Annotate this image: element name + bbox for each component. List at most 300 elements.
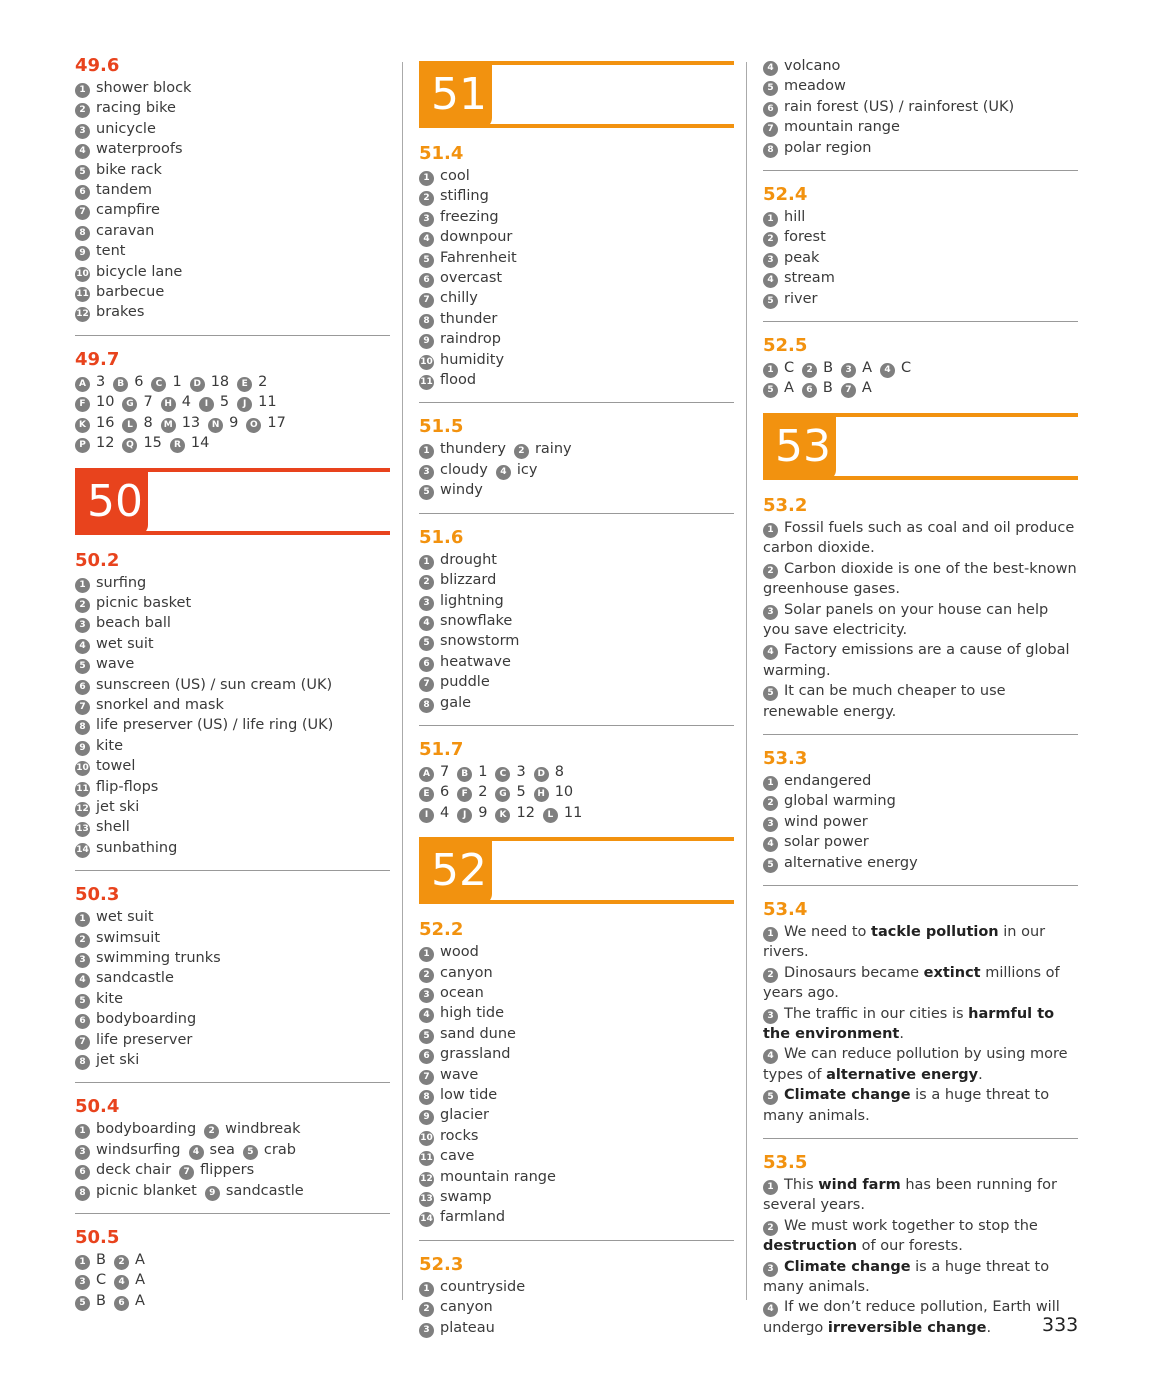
answer-item (419, 370, 734, 390)
number-badge: 6 (802, 383, 817, 398)
number-badge: 12 (75, 802, 90, 817)
answer-pair (237, 394, 276, 410)
section-53-2 (763, 496, 1078, 722)
section-title: 51.7 (419, 738, 464, 760)
number-badge: 2 (75, 103, 90, 118)
answer-item (75, 989, 390, 1009)
answer-text: kite (96, 737, 124, 754)
answer-text: cloudy (440, 461, 488, 478)
number-badge: 2 (419, 575, 434, 590)
section-51-5 (419, 417, 734, 500)
divider (763, 321, 1078, 322)
key-phrase: Climate change (784, 1258, 911, 1275)
answer-text: in our rivers. (763, 923, 1046, 961)
answer-text: low tide (440, 1087, 498, 1103)
answer-row (763, 378, 1078, 398)
answer-text: plateau (440, 1319, 495, 1336)
number-badge: 7 (841, 383, 856, 398)
number-badge: 3 (419, 465, 434, 480)
answer-item (763, 268, 1078, 288)
number-badge: 4 (763, 837, 778, 852)
answer-text: B (822, 380, 833, 397)
number-badge: 4 (763, 61, 778, 76)
answer-text: humidity (440, 351, 505, 368)
answer-item (763, 681, 1078, 722)
number-badge: 7 (763, 122, 778, 137)
answer-pair (75, 1142, 181, 1158)
answer-item (763, 1297, 1078, 1338)
number-badge: G (122, 397, 137, 412)
answer-text: swamp (440, 1189, 492, 1206)
answer-text: alternative energy (784, 854, 918, 871)
number-badge: 1 (419, 1282, 434, 1297)
column-1 (75, 56, 390, 1311)
answer-item (419, 1146, 734, 1166)
answer-text: of our forests. (857, 1238, 963, 1255)
answer-pair (880, 360, 911, 376)
answer-text: life preserver (US) / life ring (UK) (96, 717, 334, 734)
number-badge: 1 (419, 171, 434, 186)
unit-51-header (419, 61, 734, 136)
answer-item (75, 695, 390, 715)
answer-item (75, 221, 390, 241)
answer-item (75, 262, 390, 282)
answer-text: bodyboarding (96, 1011, 197, 1028)
unit-50-header (75, 468, 390, 543)
number-badge: 5 (75, 659, 90, 674)
answer-pair (419, 784, 449, 800)
divider (419, 402, 734, 403)
number-badge: 6 (419, 273, 434, 288)
answer-item (419, 631, 734, 651)
answer-text: B (823, 360, 834, 377)
number-badge: J (457, 808, 472, 823)
number-badge: 3 (763, 253, 778, 268)
number-badge: 14 (75, 843, 90, 858)
number-badge: I (419, 808, 434, 823)
answer-text: hill (784, 209, 806, 226)
number-badge: 3 (763, 817, 778, 832)
answer-item (419, 570, 734, 590)
answer-row (419, 439, 734, 459)
answer-text: Solar panels on your house can help you save electricity. (763, 601, 1049, 638)
answer-text: wet suit (96, 909, 154, 926)
answer-pair (841, 360, 872, 376)
section-52-2 (419, 920, 734, 1228)
answer-row (419, 762, 734, 782)
answer-row (75, 433, 390, 453)
answer-text: has been running for several years. (763, 1177, 1057, 1214)
answer-text: grassland (440, 1046, 511, 1063)
number-badge: 1 (763, 927, 778, 942)
number-badge: 2 (802, 363, 817, 378)
answer-text: 3 (516, 763, 526, 780)
divider (419, 513, 734, 514)
section-51-7 (419, 740, 734, 823)
answer-text: campfire (96, 202, 160, 219)
answer-text: beach ball (96, 615, 171, 632)
answer-item (419, 309, 734, 329)
answer-text: shell (96, 819, 130, 836)
unit-number: 52 (419, 837, 492, 904)
number-badge: 10 (419, 355, 434, 370)
answer-pair (457, 784, 487, 800)
answer-item (763, 248, 1078, 268)
answer-item (763, 1175, 1078, 1216)
answer-item (419, 550, 734, 570)
answer-item (763, 76, 1078, 96)
answer-item (419, 186, 734, 206)
number-badge: 5 (75, 994, 90, 1009)
answer-pair (802, 360, 833, 376)
answer-text: solar power (784, 834, 869, 851)
answer-text: icy (516, 461, 538, 478)
number-badge: 8 (763, 143, 778, 158)
answer-item (75, 573, 390, 593)
number-badge: 6 (75, 1014, 90, 1029)
section-52-5 (763, 336, 1078, 399)
answer-pair (204, 1121, 300, 1137)
answer-text: chilly (440, 290, 478, 307)
section-title: 49.7 (75, 348, 120, 370)
answer-item (419, 1003, 734, 1023)
answer-text: lightning (440, 592, 504, 609)
answer-item (75, 98, 390, 118)
answer-item (75, 907, 390, 927)
number-badge: 2 (75, 933, 90, 948)
answer-pair (122, 415, 152, 431)
key-phrase: tackle pollution (871, 923, 999, 940)
answer-text: mountain range (784, 119, 900, 136)
answer-text: Fahrenheit (440, 249, 517, 266)
answer-text: ocean (440, 984, 484, 1001)
answer-text: 3 (96, 373, 106, 390)
answer-item (75, 928, 390, 948)
number-badge: 1 (763, 776, 778, 791)
page-number: 333 (1042, 1314, 1079, 1336)
answer-item (763, 97, 1078, 117)
number-badge: 4 (763, 645, 778, 660)
answer-text: crab (263, 1141, 296, 1158)
answer-text: The traffic in our cities is (784, 1005, 969, 1022)
answer-item (763, 518, 1078, 559)
answer-item (763, 1044, 1078, 1085)
number-badge: 1 (75, 578, 90, 593)
answer-item (419, 350, 734, 370)
answer-text: jet ski (96, 1052, 140, 1069)
section-title: 51.4 (419, 143, 464, 164)
number-badge: 11 (75, 782, 90, 797)
answer-text: 6 (134, 373, 144, 390)
number-badge: C (151, 377, 166, 392)
number-badge: 1 (75, 912, 90, 927)
answer-text: 5 (516, 784, 526, 801)
number-badge: 4 (114, 1275, 129, 1290)
answer-text: wind power (784, 813, 868, 830)
number-badge: G (495, 787, 510, 802)
number-badge: 2 (419, 968, 434, 983)
answer-text: This (784, 1177, 819, 1194)
number-badge: 7 (419, 1070, 434, 1085)
number-badge: 10 (75, 761, 90, 776)
number-badge: 5 (763, 294, 778, 309)
number-badge: 3 (763, 1009, 778, 1024)
section-title: 50.4 (75, 1096, 120, 1118)
number-badge: 4 (763, 273, 778, 288)
column-3 (763, 56, 1078, 1338)
number-badge: R (170, 438, 185, 453)
answer-text: downpour (440, 229, 513, 246)
answer-text: 6 (440, 784, 450, 801)
answer-pair (151, 374, 181, 390)
answer-text: Fossil fuels such as coal and oil produce carbon dioxide. (763, 519, 1075, 557)
unit-52-header (419, 837, 734, 912)
answer-pair (75, 435, 114, 451)
answer-item (763, 56, 1078, 76)
number-badge: 4 (419, 1008, 434, 1023)
answer-text: A (784, 380, 794, 397)
number-badge: 2 (419, 1302, 434, 1317)
number-badge: 7 (419, 293, 434, 308)
answer-pair (495, 805, 534, 821)
section-title: 53.3 (763, 747, 808, 769)
answer-text: barbecue (96, 284, 165, 301)
section-51-6 (419, 528, 734, 713)
number-badge: B (113, 377, 128, 392)
unit-53-header (763, 413, 1078, 488)
answer-text: thundery (440, 441, 506, 458)
answer-pair (496, 462, 538, 478)
answer-row (75, 372, 390, 392)
section-52-3 (419, 1255, 734, 1338)
key-phrase: Climate change (784, 1087, 911, 1104)
number-badge: 4 (763, 1302, 778, 1317)
number-badge: 1 (75, 83, 90, 98)
answer-item (763, 640, 1078, 681)
number-badge: 1 (75, 1124, 90, 1139)
answer-text: A (861, 380, 872, 397)
answer-pair (199, 394, 229, 410)
number-badge: B (457, 767, 472, 782)
answer-text: 8 (143, 414, 153, 431)
answer-item (419, 611, 734, 631)
answer-text: unicycle (96, 120, 156, 137)
unit-number: 53 (763, 413, 836, 480)
number-badge: 8 (419, 314, 434, 329)
section-title: 52.3 (419, 1253, 464, 1275)
number-badge: P (75, 438, 90, 453)
number-badge: 6 (114, 1296, 129, 1311)
section-49-6 (75, 56, 390, 323)
answer-pair (495, 764, 525, 780)
answer-text: A (135, 1272, 146, 1289)
answer-item (75, 78, 390, 98)
answer-item (763, 922, 1078, 963)
number-badge: F (75, 397, 90, 412)
answer-item (75, 139, 390, 159)
number-badge: 5 (763, 383, 778, 398)
answer-text: snorkel and mask (96, 696, 224, 713)
number-badge: 5 (763, 1090, 778, 1105)
answer-pair (190, 374, 229, 390)
section-title: 50.5 (75, 1227, 120, 1249)
answer-text: drought (440, 551, 497, 568)
answer-text: We must work together to stop the (784, 1217, 1038, 1234)
answer-pair (457, 805, 487, 821)
answer-item (75, 838, 390, 858)
number-badge: 2 (763, 232, 778, 247)
key-phrase: wind farm (818, 1177, 901, 1194)
answer-pair (534, 764, 564, 780)
answer-text: countryside (440, 1278, 526, 1295)
number-badge: 6 (763, 102, 778, 117)
answer-text: heatwave (440, 653, 511, 670)
answer-pair (419, 482, 483, 498)
section-title: 52.4 (763, 184, 808, 206)
answer-text: peak (784, 249, 820, 266)
answer-item (419, 1277, 734, 1297)
answer-item (763, 600, 1078, 641)
answer-pair (75, 415, 114, 431)
answer-pair (514, 441, 572, 457)
section-50-3 (75, 885, 390, 1070)
answer-pair (419, 764, 449, 780)
number-badge: 1 (419, 555, 434, 570)
answer-text: snowstorm (440, 633, 520, 650)
answer-text: canyon (440, 964, 493, 981)
answer-text: wet suit (96, 635, 154, 652)
section-51-4 (419, 144, 734, 390)
number-badge: 6 (419, 1049, 434, 1064)
answer-pair (179, 1162, 254, 1178)
section-49-7 (75, 350, 390, 454)
answer-text: canyon (440, 1299, 493, 1316)
number-badge: 3 (75, 953, 90, 968)
answer-item (419, 942, 734, 962)
answer-pair (457, 764, 487, 780)
answer-item (419, 1187, 734, 1207)
answer-item (763, 1085, 1078, 1126)
answer-text: sandcastle (96, 970, 174, 987)
answer-pair (205, 1183, 304, 1199)
answer-row (419, 782, 734, 802)
number-badge: 2 (514, 444, 529, 459)
number-badge: 3 (763, 605, 778, 620)
section-52-3-continued (763, 56, 1078, 158)
number-badge: 4 (419, 616, 434, 631)
answer-item (419, 1044, 734, 1064)
answer-row (419, 460, 734, 480)
answer-text: 8 (554, 763, 564, 780)
divider (763, 170, 1078, 171)
answer-pair (122, 435, 161, 451)
answer-text: bodyboarding (96, 1121, 197, 1138)
number-badge: 5 (763, 81, 778, 96)
divider (419, 725, 734, 726)
answer-text: river (784, 290, 818, 307)
answer-item (75, 282, 390, 302)
answer-text: stifling (440, 188, 489, 205)
answer-item (419, 166, 734, 186)
number-badge: 4 (763, 1049, 778, 1064)
answer-text: We need to (784, 923, 872, 940)
answer-text: puddle (440, 674, 490, 691)
number-badge: 2 (114, 1255, 129, 1270)
answer-pair (75, 1252, 106, 1268)
section-title: 50.3 (75, 884, 120, 906)
section-52-4 (763, 185, 1078, 309)
divider (75, 1082, 390, 1083)
divider (763, 1138, 1078, 1139)
answer-row (75, 1119, 390, 1139)
answer-text: polar region (784, 139, 872, 156)
answer-item (763, 138, 1078, 158)
answer-text: rainy (534, 441, 572, 458)
number-badge: 3 (419, 1323, 434, 1338)
number-badge: 9 (419, 334, 434, 349)
answer-text: A (134, 1252, 145, 1269)
answer-item (419, 693, 734, 713)
answer-item (419, 1167, 734, 1187)
number-badge: A (75, 377, 90, 392)
answer-item (419, 1105, 734, 1125)
number-badge: 12 (419, 1172, 434, 1187)
answer-text: windsurfing (96, 1141, 181, 1158)
answer-item (763, 227, 1078, 247)
answer-text: shower block (96, 80, 192, 96)
number-badge: 5 (763, 686, 778, 701)
answer-text: jet ski (96, 798, 140, 815)
answer-pair (246, 415, 285, 431)
number-badge: 3 (841, 363, 856, 378)
number-badge: 7 (75, 700, 90, 715)
number-badge: 4 (496, 465, 511, 480)
answer-pair (170, 435, 209, 451)
answer-text: kite (96, 990, 124, 1007)
answer-text: high tide (440, 1005, 505, 1022)
answer-row (75, 413, 390, 433)
answer-text: Carbon dioxide is one of the best-known greenhouse gases. (763, 560, 1077, 598)
number-badge: L (122, 418, 137, 433)
number-badge: 9 (75, 741, 90, 756)
number-badge: N (208, 418, 223, 433)
number-badge: O (246, 418, 261, 433)
answer-pair (419, 462, 488, 478)
answer-text: surfing (96, 574, 147, 591)
number-badge: 6 (419, 657, 434, 672)
number-badge: 7 (75, 205, 90, 220)
answer-item (763, 812, 1078, 832)
answer-text: 13 (181, 414, 201, 431)
answer-row (75, 1291, 390, 1311)
answer-item (763, 207, 1078, 227)
number-badge: Q (122, 438, 137, 453)
answer-text: meadow (784, 78, 846, 95)
number-badge: 14 (419, 1212, 434, 1227)
answer-pair (841, 380, 872, 396)
answer-text: mountain range (440, 1168, 556, 1185)
answer-text: 18 (210, 373, 230, 390)
answer-text: wave (440, 1066, 479, 1083)
answer-row (75, 392, 390, 412)
number-badge: 11 (419, 1151, 434, 1166)
answer-item (419, 1126, 734, 1146)
number-badge: 10 (419, 1131, 434, 1146)
answer-item (419, 227, 734, 247)
answer-item (75, 613, 390, 633)
answer-item (419, 1318, 734, 1338)
number-badge: H (161, 397, 176, 412)
